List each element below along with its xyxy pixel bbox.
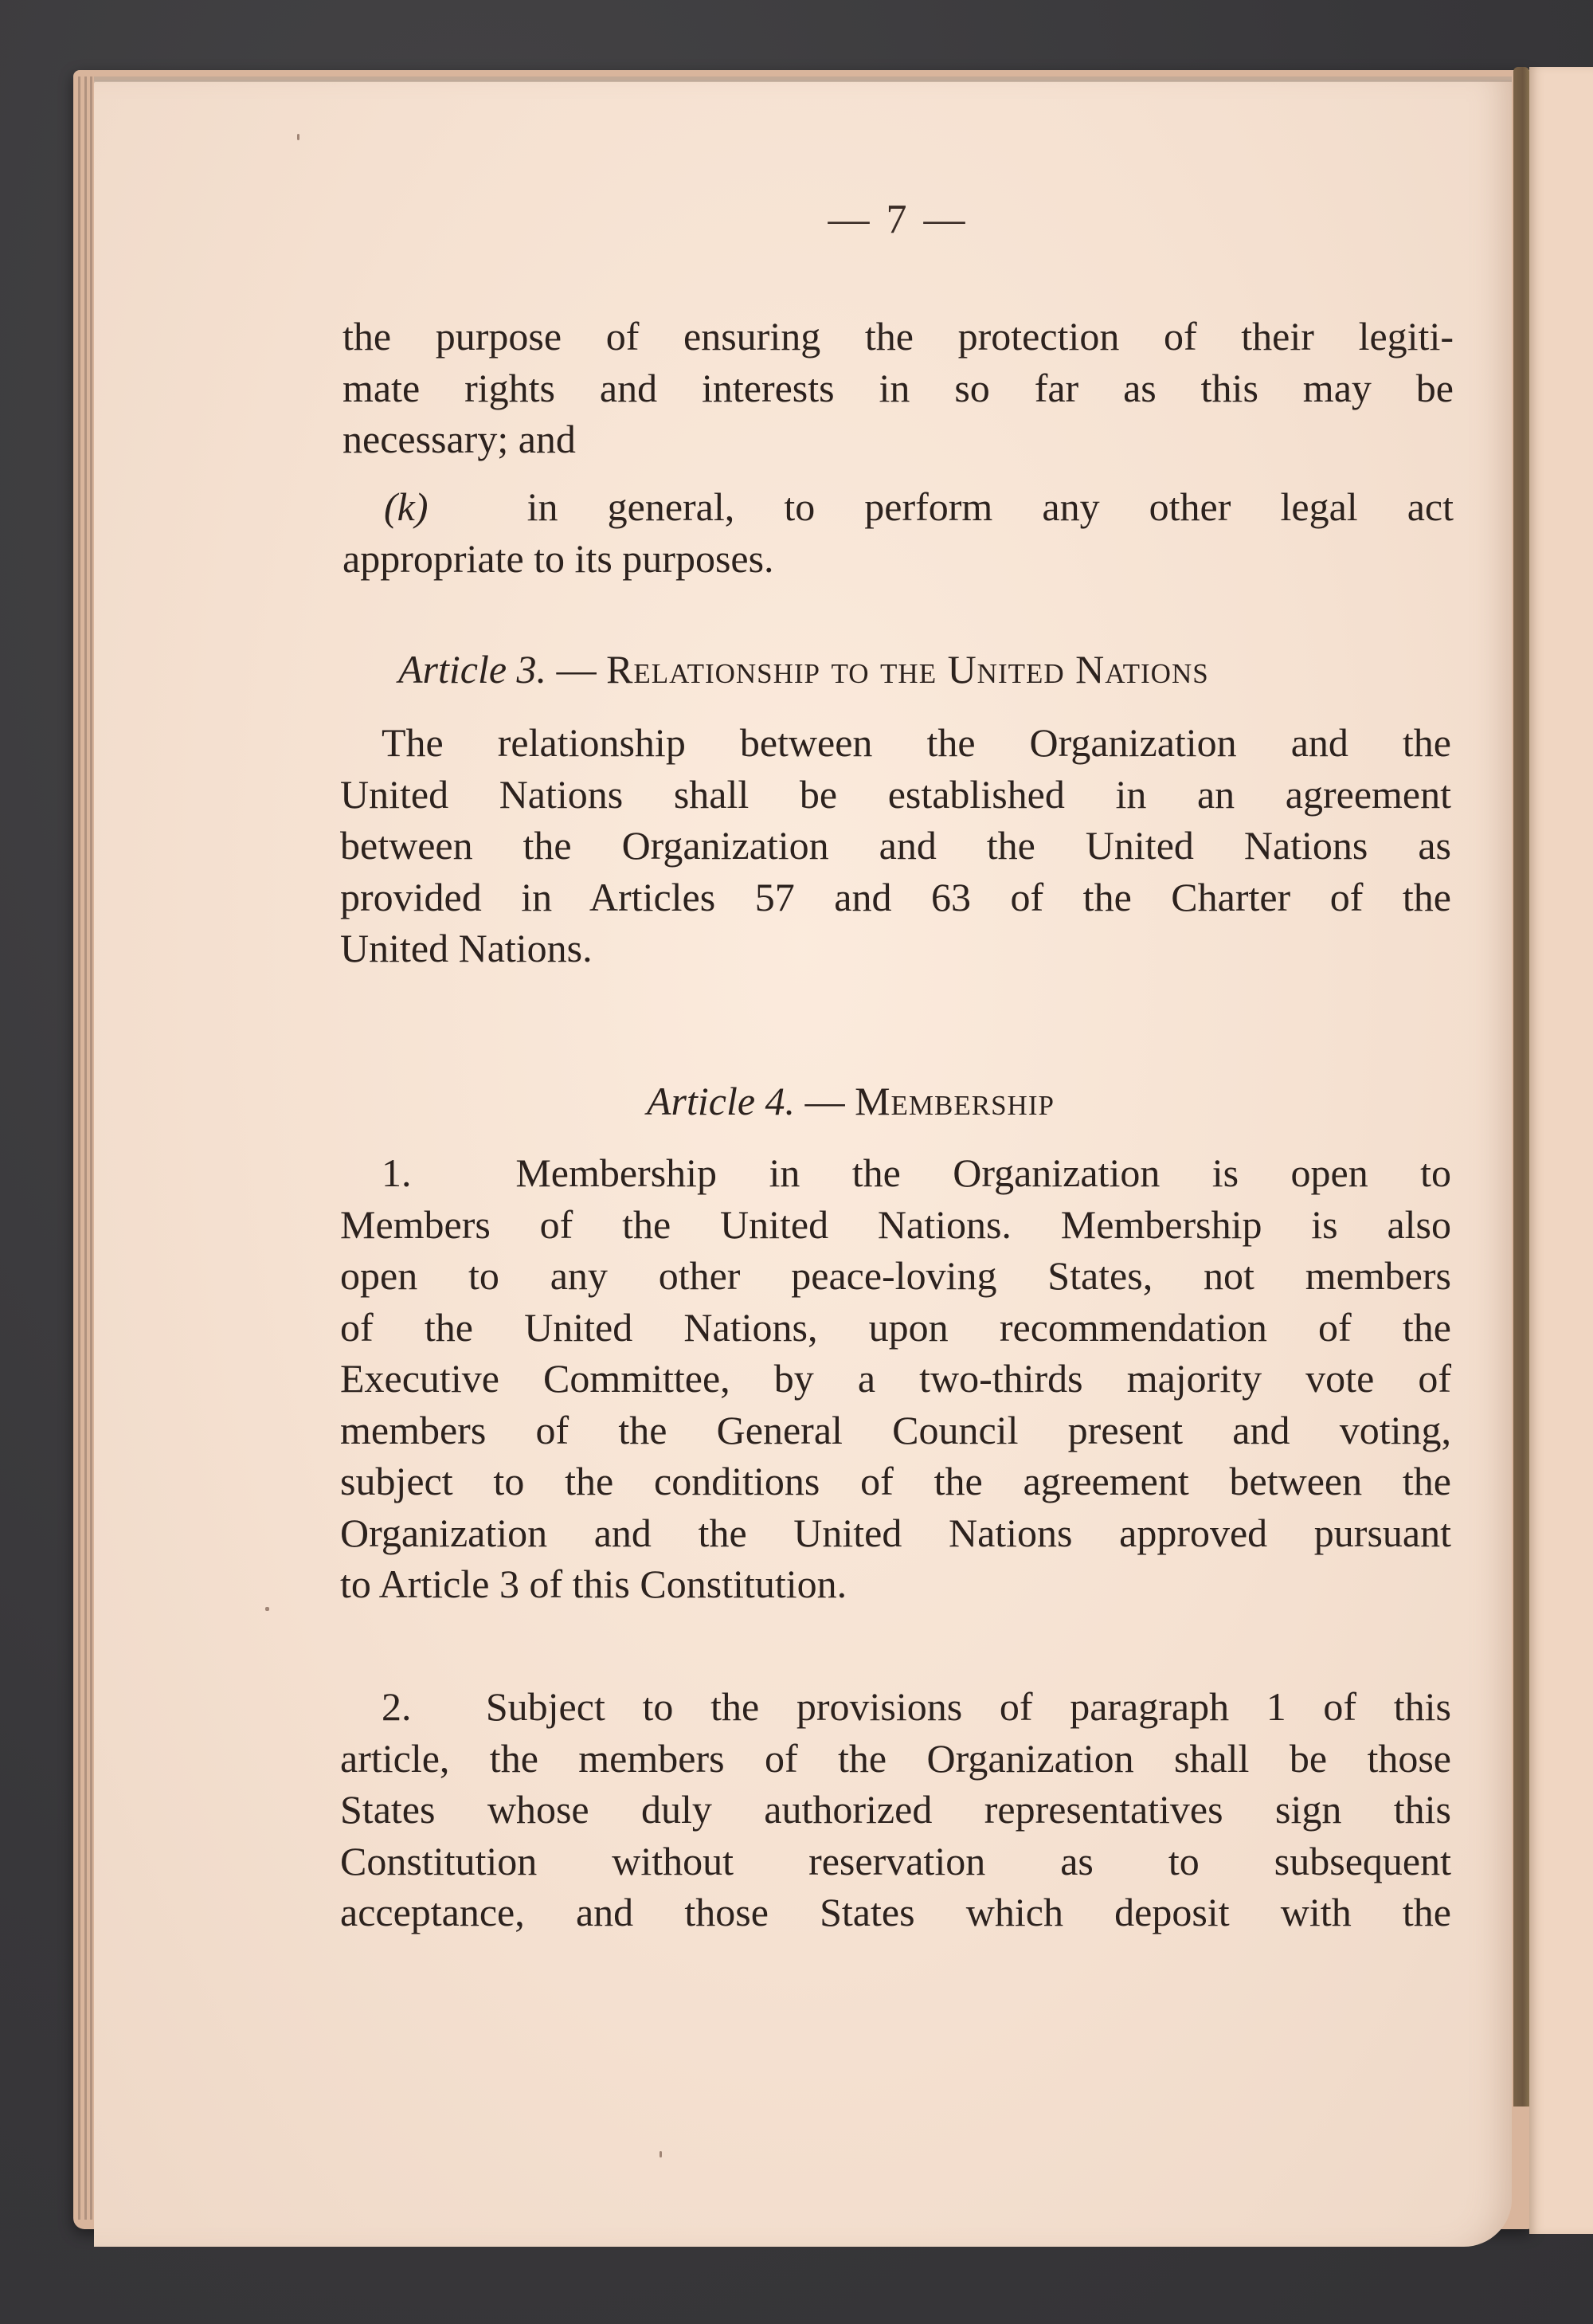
text-line: the purpose of ensuring the protection of their legiti- bbox=[342, 314, 1454, 359]
page-number: — 7 — bbox=[828, 197, 969, 242]
paragraph-number: 2. bbox=[382, 1684, 412, 1729]
continuation-paragraph bbox=[342, 311, 1454, 465]
item-marker: (k) bbox=[384, 484, 429, 529]
text-line bbox=[340, 1681, 1451, 1733]
text-line: appropriate to its purposes. bbox=[342, 535, 774, 581]
heading-separator: — bbox=[804, 1079, 845, 1123]
text-line: Members of the United Nations. Membership is also bbox=[340, 1201, 1451, 1247]
book-gutter bbox=[1513, 67, 1529, 2106]
text-line: between the Organization and the United Nations as bbox=[340, 823, 1451, 868]
article-3-body bbox=[340, 717, 1451, 974]
page-edge-line bbox=[78, 76, 80, 2220]
text-line: States whose duly authorized representatives sign this bbox=[340, 1787, 1451, 1832]
page-edge-line bbox=[90, 76, 92, 2220]
text-span: Subject to the provisions of paragraph 1 of this bbox=[485, 1684, 1451, 1729]
item-k-paragraph bbox=[342, 481, 1454, 584]
text-line: Executive Committee, by a two-thirds majority vote of bbox=[340, 1356, 1451, 1401]
text-line: subject to the conditions of the agreement between the bbox=[340, 1459, 1451, 1503]
text-span: in general, to perform any other legal act bbox=[526, 484, 1454, 529]
text-line: article, the members of the Organization shall be those bbox=[340, 1735, 1451, 1781]
page-top-edge bbox=[94, 76, 1512, 81]
text-line: necessary; and bbox=[342, 417, 576, 461]
paper-speck bbox=[297, 134, 299, 140]
facing-page-edge bbox=[1529, 67, 1593, 2234]
article-title: Relationship to the United Nations bbox=[606, 647, 1209, 692]
paper-speck bbox=[265, 1607, 269, 1611]
article-label: Article 4. bbox=[647, 1079, 796, 1123]
article-title: Membership bbox=[855, 1079, 1055, 1123]
text-line: Constitution without reservation as to subsequent bbox=[340, 1838, 1451, 1883]
text-line: of the United Nations, upon recommendation of the bbox=[340, 1304, 1451, 1350]
article-3-heading bbox=[398, 644, 1209, 695]
text-line: members of the General Council present and voting, bbox=[340, 1407, 1451, 1452]
page-edge-line bbox=[84, 76, 87, 2220]
text-line bbox=[342, 481, 1454, 533]
text-span: Membership in the Organization is open to bbox=[515, 1150, 1451, 1195]
text-line: open to any other peace-loving States, not members bbox=[340, 1253, 1451, 1298]
text-line: to Article 3 of this Constitution. bbox=[340, 1562, 847, 1606]
article-4-paragraph-1 bbox=[340, 1147, 1451, 1610]
text-line: acceptance, and those States which deposit with the bbox=[340, 1890, 1451, 1934]
text-line: United Nations shall be established in an agreement bbox=[340, 771, 1451, 817]
text-line bbox=[340, 1147, 1451, 1199]
paragraph-number: 1. bbox=[382, 1150, 412, 1195]
heading-separator: — bbox=[556, 647, 597, 692]
article-4-paragraph-2 bbox=[340, 1681, 1451, 1938]
text-line: provided in Articles 57 and 63 of the Charter of the bbox=[340, 874, 1451, 919]
article-4-heading bbox=[647, 1076, 1055, 1127]
paper-speck bbox=[660, 2151, 662, 2157]
text-line: mate rights and interests in so far as this may be bbox=[342, 365, 1454, 410]
text-line: Organization and the United Nations approved pursuant bbox=[340, 1510, 1451, 1555]
article-label: Article 3. bbox=[398, 647, 547, 692]
text-line: The relationship between the Organization and the bbox=[382, 720, 1451, 765]
text-line: United Nations. bbox=[340, 926, 593, 970]
